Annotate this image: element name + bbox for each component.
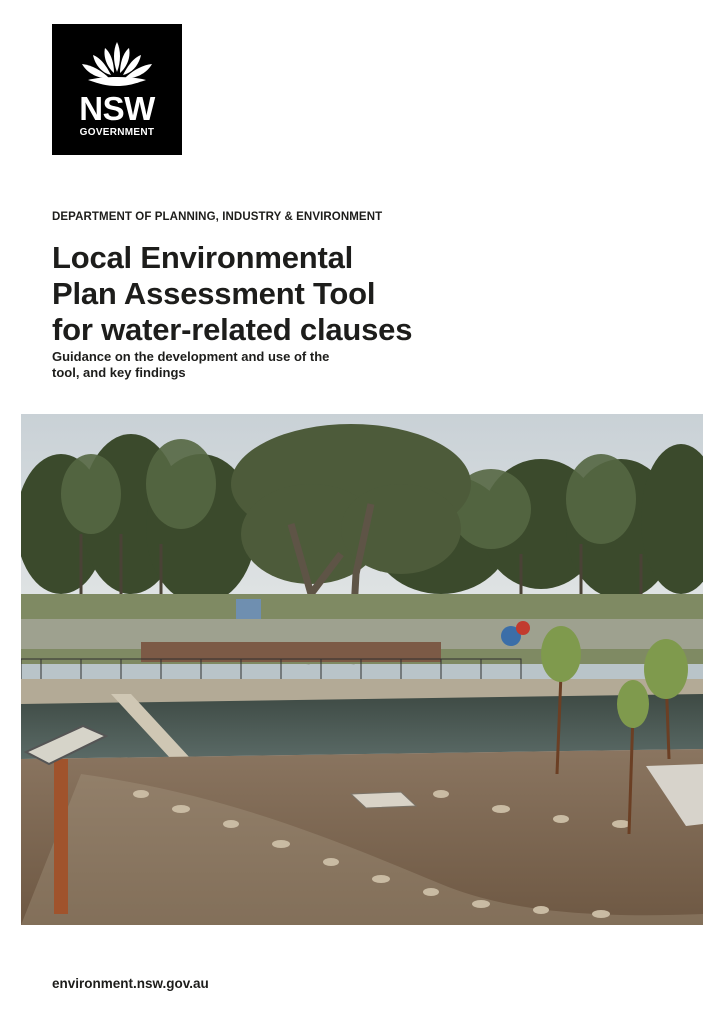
document-title (52, 240, 512, 348)
nsw-government-logo (52, 24, 182, 155)
title-line-1: Local Environmental (52, 240, 354, 275)
document-subtitle (52, 349, 382, 381)
subtitle-line-1: Guidance on the development and use of the (52, 349, 330, 364)
logo-subtext: GOVERNMENT (79, 127, 155, 138)
waratah-icon (74, 40, 160, 92)
park-wetland-photo (21, 414, 703, 925)
department-name: DEPARTMENT OF PLANNING, INDUSTRY & ENVIRONMENT (52, 211, 383, 223)
cover-photo (21, 414, 703, 925)
footer-website[interactable]: environment.nsw.gov.au (52, 976, 209, 991)
title-line-2: Plan Assessment Tool (52, 276, 376, 311)
title-line-3: for water-related clauses (52, 312, 413, 347)
logo-wordmark: NSW (79, 90, 155, 127)
subtitle-line-2: tool, and key findings (52, 365, 186, 380)
